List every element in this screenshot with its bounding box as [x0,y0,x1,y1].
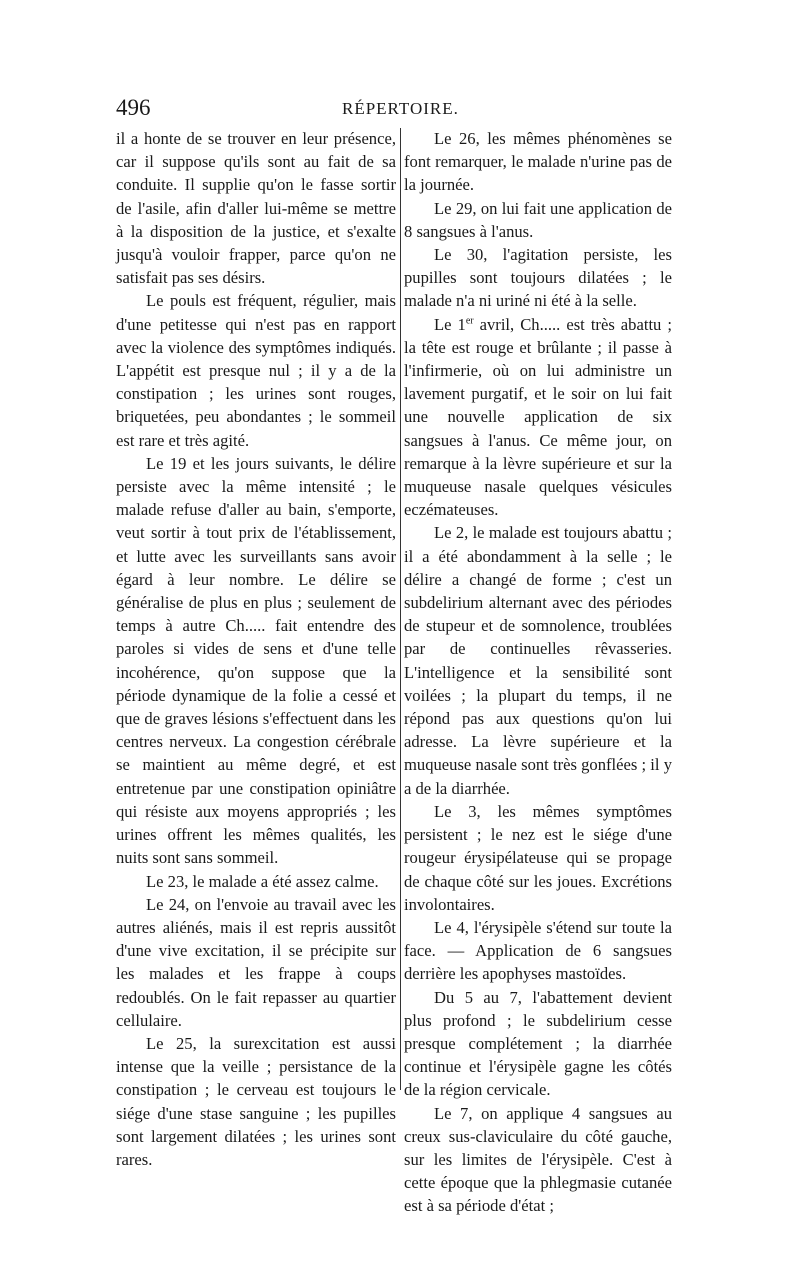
paragraph: Le 4, l'érysipèle s'étend sur toute la face. — Application de 6 sangsues derrière les apophyses mastoïdes. [404,917,672,984]
paragraph: Le 1er avril, Ch..... est très abattu ; la tête est rouge et brûlante ; il passe à l'infirmerie, où on lui administre un lavement purgatif, et le soir on lui fait une nouvelle application de six sangsues à l'anus. Ce même jour, on remarque à la lèvre supérieure et sur la muqueuse nasale quelques vésicules eczémateuses. [404,314,672,520]
paragraph: Le 30, l'agitation persiste, les pupilles sont toujours dilatées ; le malade n'a ni uriné ni été à la selle. [404,245,672,311]
running-title: RÉPERTOIRE. [342,99,459,118]
left-column [116,127,396,1171]
right-column [404,127,672,1218]
paragraph: Le pouls est fréquent, régulier, mais d'une petitesse qui n'est pas en rapport avec la violence des symptômes indiqués. L'appétit est presque nul ; il y a de la constipation ; les urines sont rouges, briquetées, peu abondantes ; le sommeil est rare et très agité. [116,291,396,450]
paragraph: Le 23, le malade a été assez calme. [146,871,379,891]
paragraph: Le 3, les mêmes symptômes persistent ; le nez est le siége d'une rougeur érysipélateuse qui se propage de chaque côté sur les joues. Excrétions involontaires. [404,801,672,914]
paragraph: Le 25, la surexcitation est aussi intense que la veille ; persistance de la constipation ; le cerveau est toujours le siége d'une stase sanguine ; les pupilles sont largement dilatées ; les urines sont rares. [116,1033,396,1169]
paragraph: Le 26, les mêmes phénomènes se font remarquer, le malade n'urine pas de la journée. [404,129,672,195]
page-number: 496 [116,95,151,120]
paragraph: Du 5 au 7, l'abattement devient plus profond ; le subdelirium cesse presque complétement ; la diarrhée continue et l'érysipèle gagne les côtés de la région cervicale. [404,987,672,1100]
paragraph: Le 2, le malade est toujours abattu ; il a été abondamment à la selle ; le délire a changé de forme ; c'est un subdelirium alternant avec des périodes de stupeur et de somnolence, troublées par de continuelles rêvasseries. L'intelligence et la sensibilité sont voilées ; la plupart du temps, il ne répond pas aux questions qu'on lui adresse. La lèvre supérieure et la muqueuse nasale sont très gonflées ; il y a de la diarrhée. [404,523,672,798]
paragraph: Le 7, on applique 4 sangsues au creux sus-claviculaire du côté gauche, sur les limites de l'érysipèle. C'est à cette époque que la phlegmasie cutanée est à sa période d'état ; [404,1103,672,1216]
paragraph: il a honte de se trouver en leur présence, car il suppose qu'ils sont au fait de sa conduite. Il supplie qu'on le fasse sortir de l'asile, afin d'aller lui-même se mettre à la disposition de la justice, et s'exalte jusqu'à vouloir frapper, parce qu'on ne satisfait pas ses désirs. [116,129,396,288]
page-header [116,95,674,125]
column-divider [400,128,401,1090]
paragraph: Le 19 et les jours suivants, le délire persiste avec la même intensité ; le malade refuse d'aller au bain, s'emporte, veut sortir à tout prix de l'établissement, et lutte avec les surveillants sans avoir égard à leur nombre. Le délire se généralise de plus en plus ; seulement de temps à autre Ch..... fait entendre des paroles si vides de sens et d'une telle incohérence, qu'on suppose que la période dynamique de la folie a cessé et que de graves lésions s'effectuent dans les centres nerveux. La congestion cérébrale se maintient au même degré, et est entretenue par une constipation opiniâtre qui résiste aux moyens appropriés ; les urines offrent les mêmes qualités, les nuits sont sans sommeil. [116,453,396,868]
paragraph: Le 24, on l'envoie au travail avec les autres aliénés, mais il est repris aussitôt d'une vive excitation, il se précipite sur les malades et les frappe à coups redoublés. On le fait repasser au quartier cellulaire. [116,894,396,1030]
paragraph: Le 29, on lui fait une application de 8 sangsues à l'anus. [404,198,672,241]
